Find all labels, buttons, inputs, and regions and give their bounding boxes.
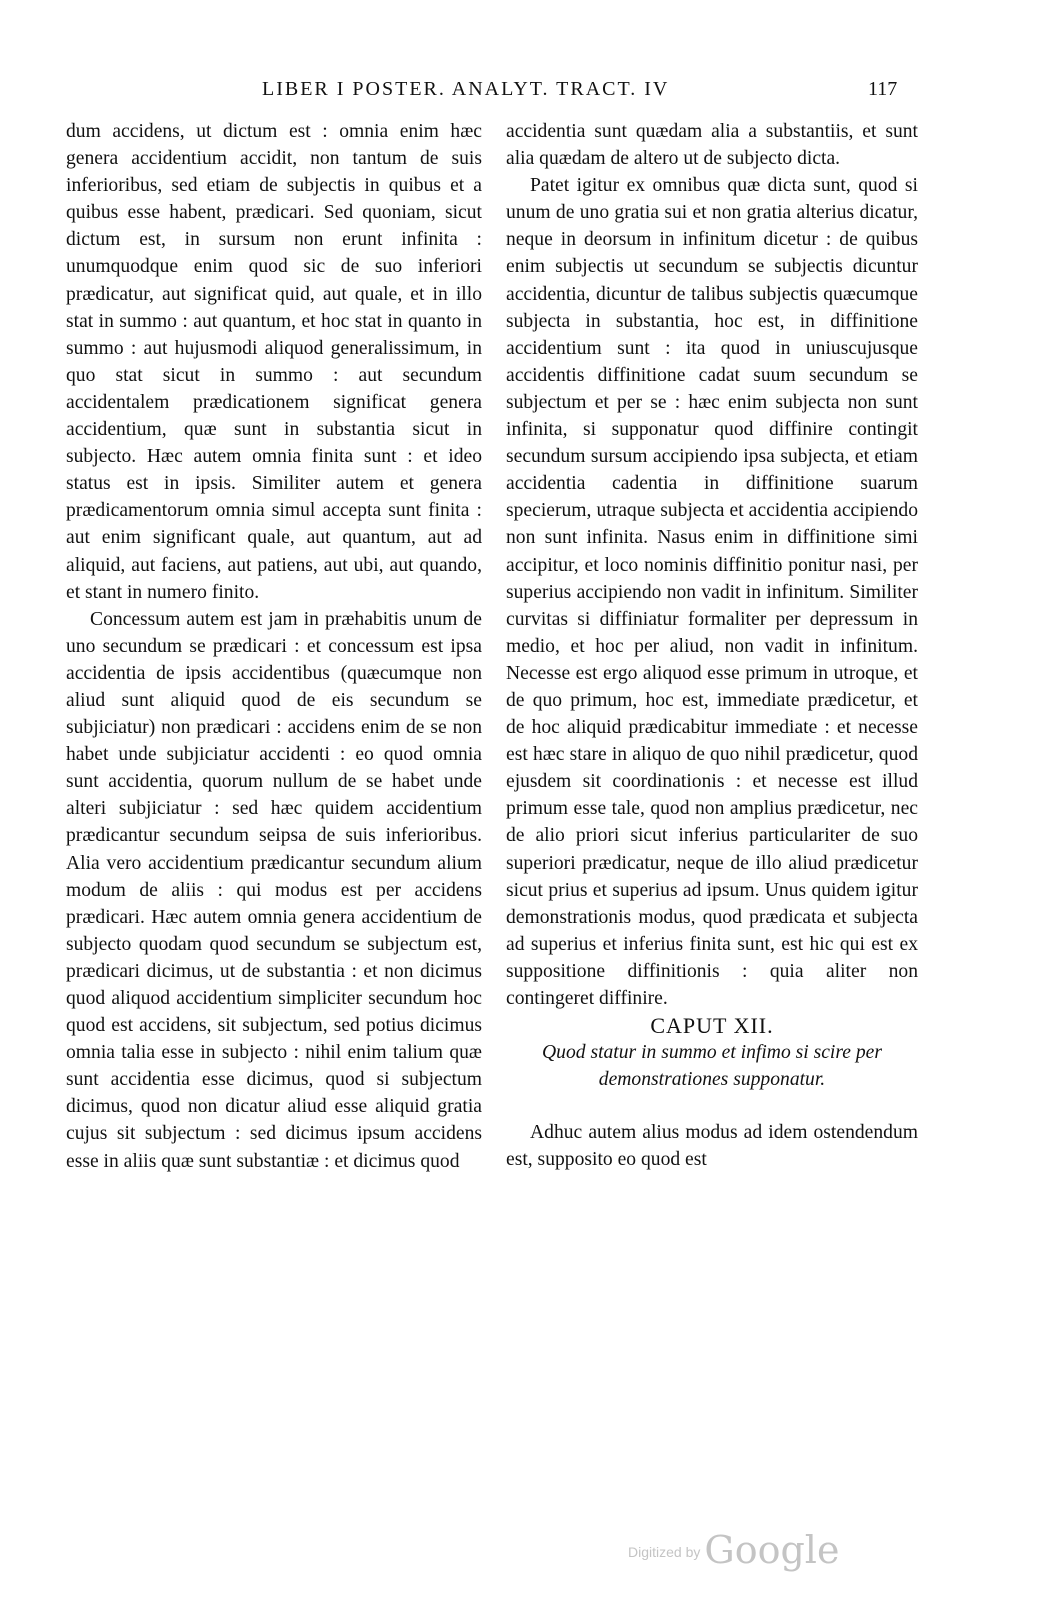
paragraph: Concessum autem est jam in præhabitis unum de uno secundum se prædicari : et concessum est ipsa accidentia de ipsis accidentibus (quæcumque non aliud sunt aliquid quod de eis secundum se subjiciatur) non prædicari : accidens enim de se non habet unde subjiciatur accidenti : eo quod omnia sunt accidentia, quorum nullum de se habet unde alteri subjiciatur : sed hæc quidem accidentium prædicantur secundum seipsa de suis inferioribus. Alia vero accidentium prædicantur secundum alium modum de aliis : qui modus est per accidens prædicari. Hæc autem omnia genera accidentium de subjecto quodam quod secundum se subjectum est, prædicari dicimus, ut de substantia : et non dicimus quod aliquod accidentium simpliciter secundum hoc quod est accidens, sit subjectum, sed potius dicimus omnia talia esse in subjecto : nihil enim talium quæ sunt accidentia esse dicimus, quod si subjectum dicimus, quod non dicatur aliud esse aliquid gratia cujus sit subjectum : sed dicimus ipsum accidens esse in aliis quæ sunt substantiæ : et dicimus quod xyxy=(66,608,482,1172)
paragraph: Patet igitur ex omnibus quæ dicta sunt, quod si unum de uno gratia sui et non gratia alterius dicatur, neque in deorsum in infinitum dicetur : de quibus enim subjectis ut secundum se subjectis dicuntur accidentia, dicuntur de talibus subjectis quæcumque subjecta in substantia, hoc est, in diffinitione accidentium sunt : ita quod in uniuscujusque accidentis diffinitione cadat suum secundum se subjectum et per se : hæc enim subjecta non sunt infinita, si supponatur quod diffinire contingit secundum sursum accipiendo ipsa subjecta, et etiam accidentia cadentia in diffinitione suarum specierum, utraque subjecta et accidentia accipiendo non sunt infinita. Nasus enim in diffinitione simi accipitur, et loco nominis diffinitio ponitur nasi, per superius accipiendo non vadit in infinitum. Similiter curvitas si diffiniatur formaliter per depressum in medio, et hoc per aliud, non vadit in infinitum. Necesse est ergo aliquod esse primum in utroque, et de quo primum, hoc est, immediate prædicetur, et de hoc aliquid prædicabitur immediate : et necesse est hæc stare in aliquo de quo nihil prædicetur, quod ejusdem sit coordinationis : et necesse est illud primum esse tale, quod non amplius prædicetur, nec de alio priori sicut inferius particulariter de suo superiori prædicatur, neque de illo aliud prædicetur sicut prius et superius ad ipsum. Unus quidem igitur demonstrationis modus, quod prædicata et subjecta ad superius et inferius finita sunt, est hic qui est ex suppositione diffinitionis : quia aliter non contingeret diffinire. xyxy=(506,175,918,1009)
left-column xyxy=(66,118,482,1175)
chapter-opening-paragraph: Adhuc autem alius modus ad idem ostendendum est, supposito eo quod est xyxy=(506,1122,918,1171)
paragraph: dum accidens, ut dictum est : omnia enim hæc genera accidentium accidit, non tantum de suis inferioribus, sed etiam de subjectis in quibus et a quibus esse habent, prædicari. Sed quoniam, sicut dictum est, in sursum non erunt infinita : unumquodque enim quod sic de suo inferiori prædicatur, aut significat quid, aut quale, et in illo stat in summo : aut quantum, et hoc stat in quanto in summo : aut hujusmodi aliquod generalissimum, in quo stat sicut in summo : aut secundum accidentalem prædicationem significat genera accidentium, quæ sunt in substantia sicut in subjecto. Hæc autem omnia finita sunt : et ideo status est in ipsis. Similiter autem et genera prædicamentorum omnia simul accepta sunt finita : aut enim significant quale, aut quantum, aut ad aliquid, aut faciens, aut patiens, aut ubi, aut quando, et stant in numero finito. xyxy=(66,121,482,603)
watermark-prefix: Digitized by xyxy=(628,1544,701,1560)
watermark-brand-logo: Google xyxy=(704,1528,840,1572)
right-column xyxy=(506,118,918,1174)
digitization-watermark xyxy=(628,1528,858,1578)
running-title: LIBER I POSTER. ANALYT. TRACT. IV xyxy=(262,78,670,100)
chapter-subtitle: Quod statur in summo et infimo si scire per demonstrationes supponatur. xyxy=(542,1042,882,1091)
chapter-heading: CAPUT XII. xyxy=(650,1013,774,1039)
page-number: 117 xyxy=(868,78,898,100)
paragraph: accidentia sunt quædam alia a substantiis, et sunt alia quædam de altero ut de subjecto dicta. xyxy=(506,121,918,170)
running-header xyxy=(0,78,1054,110)
